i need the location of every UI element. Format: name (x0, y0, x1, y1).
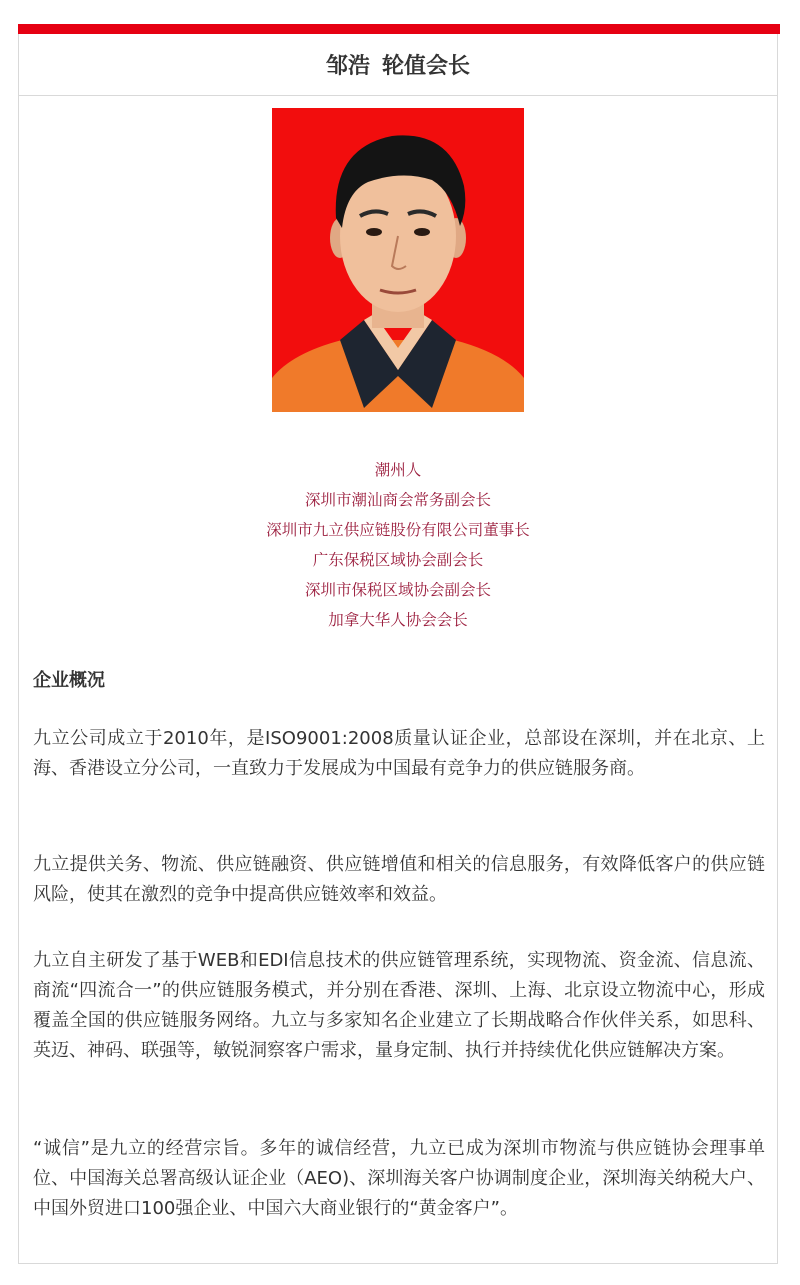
person-name: 邹浩 (325, 54, 370, 79)
company-paragraph: “诚信”是九立的经营宗旨。多年的诚信经营，九立已成为深圳市物流与供应链协会理事单位、中国海关总署高级认证企业（AEO)、深圳海关客户协调制度企业，深圳海关纳税大户、中国外贸进口100强企业、中国六大商业银行的“黄金客户”。 (33, 1138, 765, 1219)
title-line: 深圳市九立供应链股份有限公司董事长 (266, 521, 530, 539)
title-line: 深圳市潮汕商会常务副会长 (304, 491, 491, 509)
title-line: 加拿大华人协会会长 (328, 611, 468, 629)
title-line: 潮州人 (374, 461, 422, 479)
profile-titles (19, 455, 777, 635)
company-paragraph: 九立公司成立于2010年，是ISO9001:2008质量认证企业，总部设在深圳，并在北京、上海、香港设立分公司，一直致力于发展成为中国最有竞争力的供应链服务商。 (33, 728, 765, 779)
section-heading: 企业概况 (33, 670, 105, 691)
company-paragraph: 九立提供关务、物流、供应链融资、供应链增值和相关的信息服务，有效降低客户的供应链风险，使其在激烈的竞争中提高供应链效率和效益。 (33, 854, 765, 905)
accent-bar (18, 24, 780, 34)
portrait-photo (272, 108, 524, 412)
company-paragraph: 九立自主研发了基于WEB和EDI信息技术的供应链管理系统，实现物流、资金流、信息流、商流“四流合一”的供应链服务模式，并分别在香港、深圳、上海、北京设立物流中心，形成覆盖全国的供应链服务网络。九立与多家知名企业建立了长期战略合作伙伴关系，如思科、英迈、神码、联强等，敏锐洞察客户需求，量身定制、执行并持续优化供应链解决方案。 (33, 950, 765, 1061)
title-line: 深圳市保税区域协会副会长 (304, 581, 491, 599)
profile-card (18, 24, 778, 1264)
page-title (19, 34, 777, 96)
portrait-illustration (272, 108, 524, 412)
title-line: 广东保税区域协会副会长 (312, 551, 484, 569)
person-role: 轮值会长 (382, 54, 471, 79)
